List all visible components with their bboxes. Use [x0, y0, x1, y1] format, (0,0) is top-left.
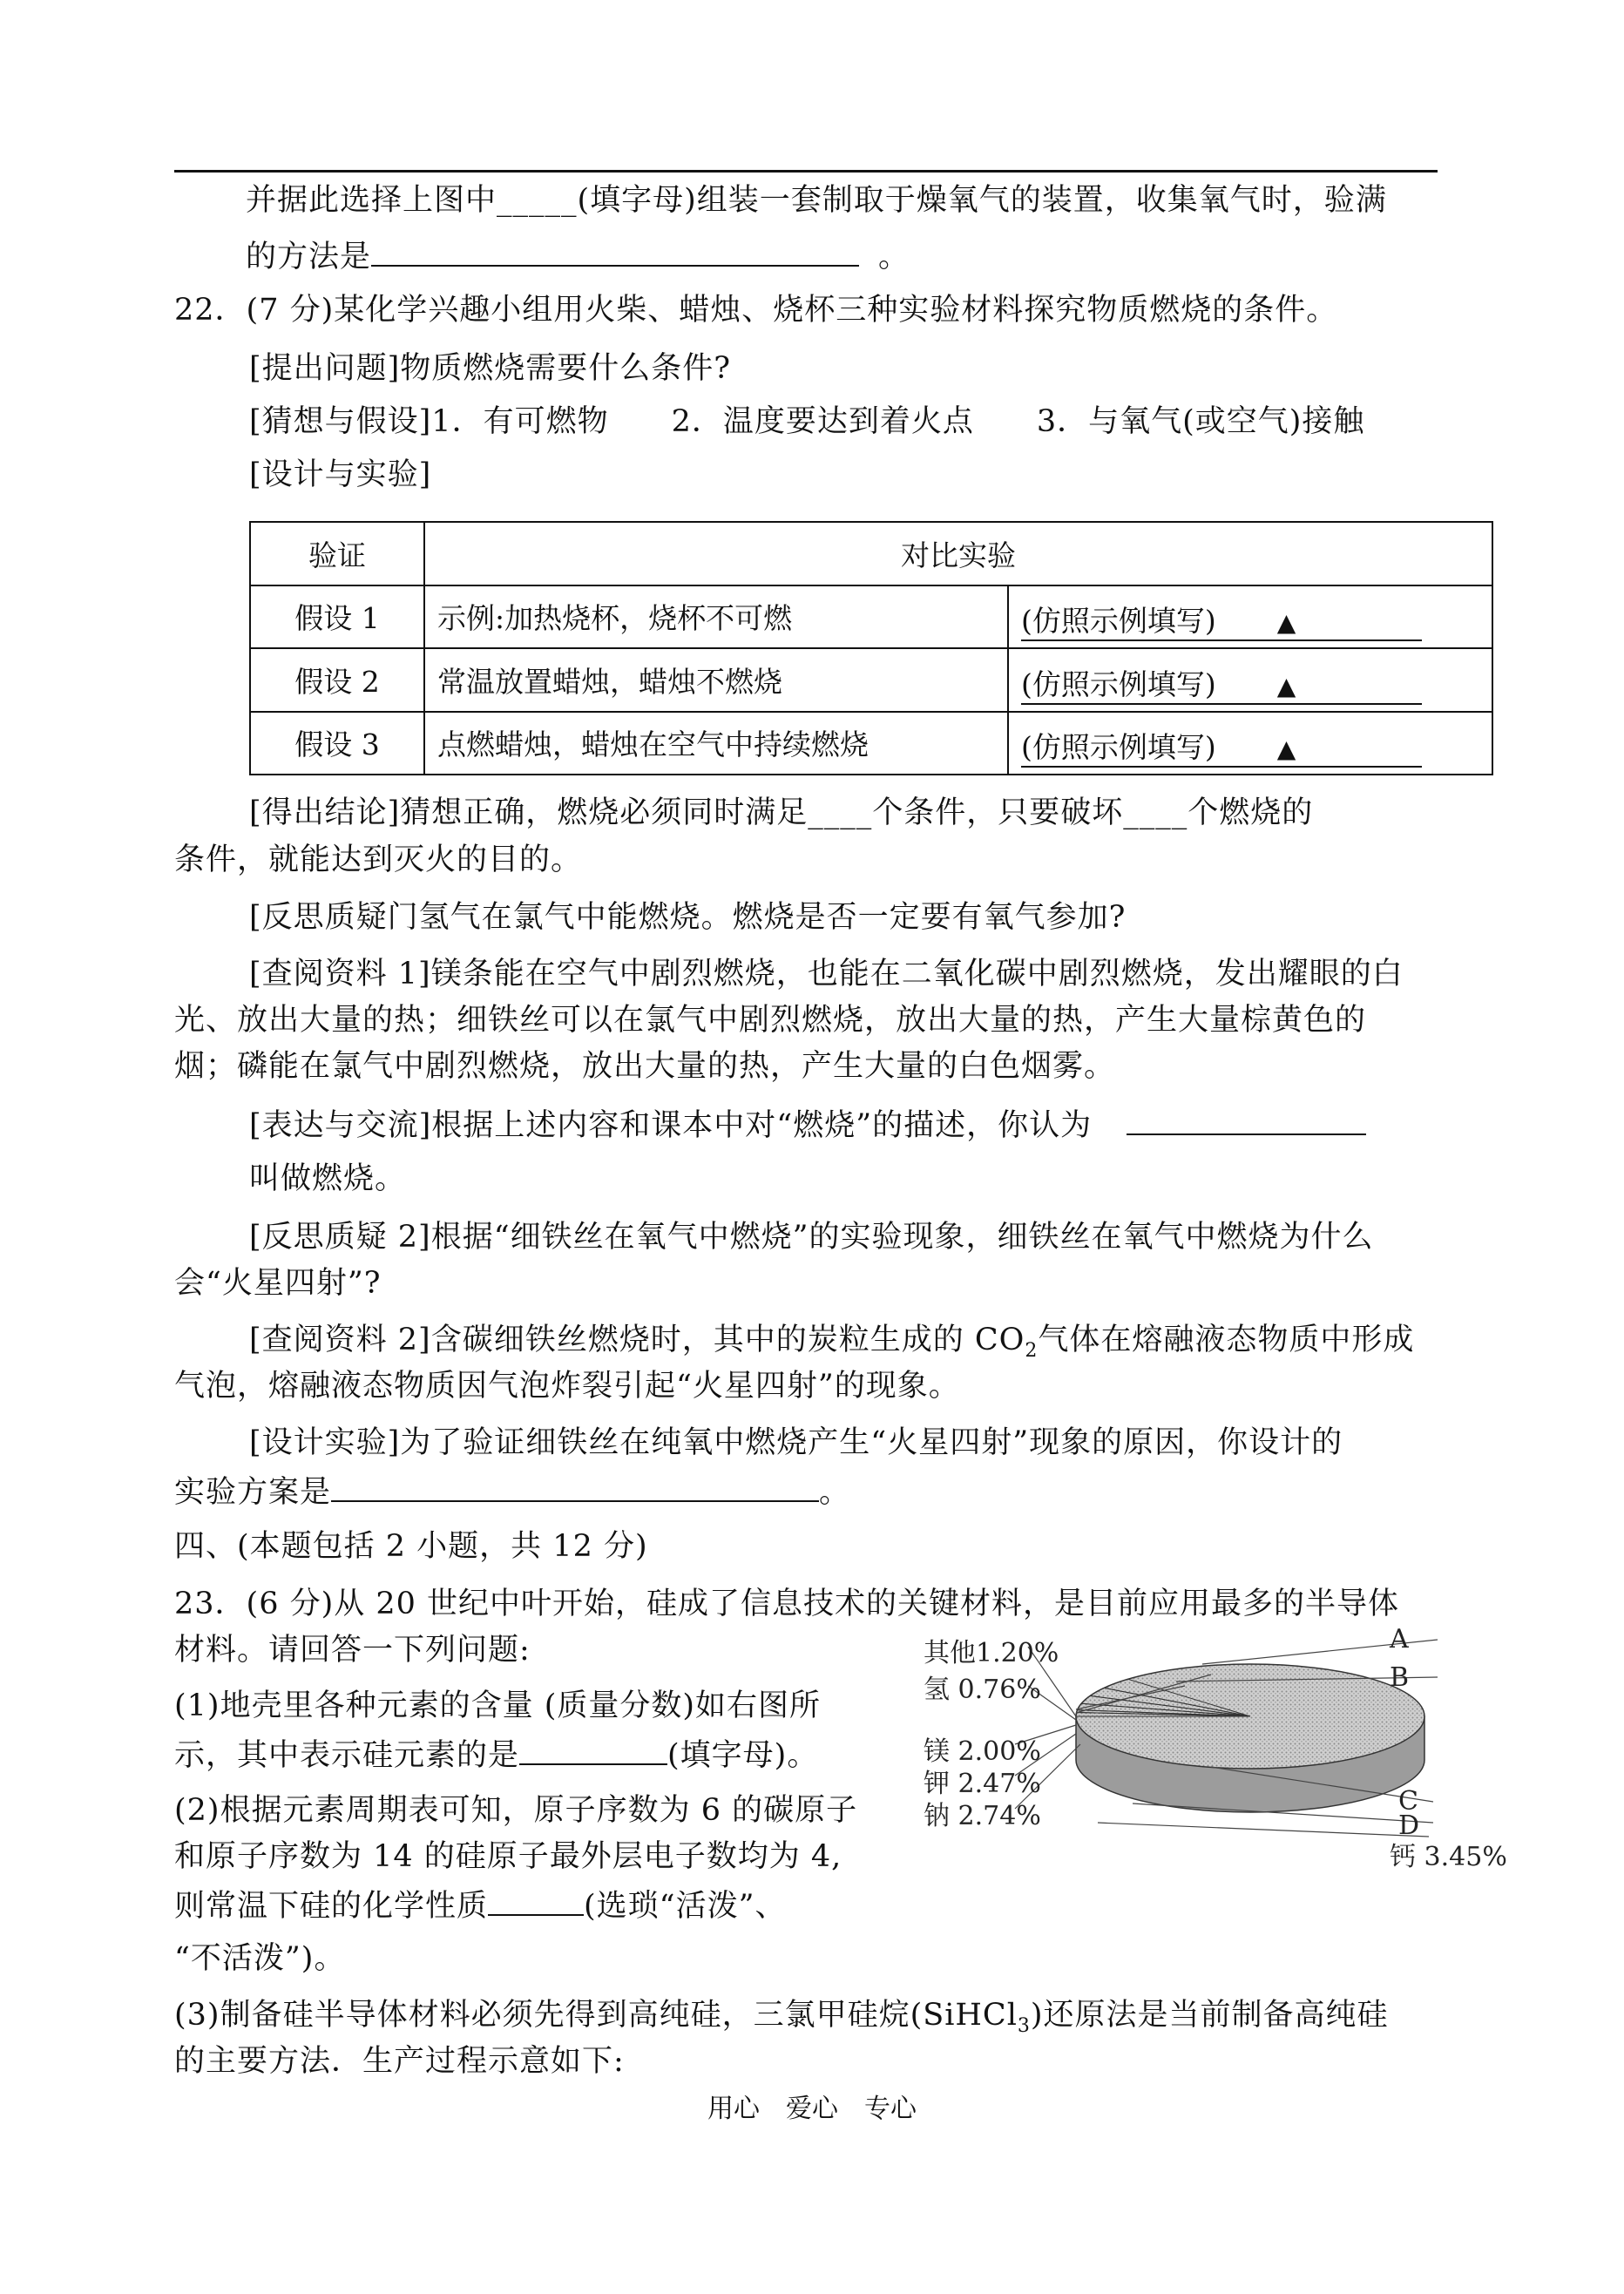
- table-row: [250, 648, 1492, 712]
- pie-label-potassium: 钾 2.47%: [924, 1769, 1041, 1799]
- fill-hint: (仿照示例填写): [1021, 667, 1216, 701]
- question-23-line-1: 23．(6 分)从 20 世纪中叶开始，硅成了信息技术的关键材料，是目前应用最多的半导体: [174, 1587, 1400, 1621]
- reflect-1: [反思质疑门氢气在氯气中能燃烧。燃烧是否一定要有氧气参加?: [249, 900, 1127, 935]
- reference-1-line-1: [查阅资料 1]镁条能在空气中剧烈燃烧，也能在二氧化碳中剧烈燃烧，发出耀眼的白: [249, 957, 1404, 991]
- subscript: 3: [1017, 2015, 1031, 2037]
- conclusion-line-1: [得出结论]猜想正确，燃烧必须同时满足____个条件，只要破坏____个燃烧的: [249, 795, 1314, 830]
- answer-blank[interactable]: [1127, 1102, 1366, 1135]
- text-span: 。: [878, 240, 910, 274]
- pie-label-c: C: [1398, 1786, 1418, 1817]
- part-2-line-3: [174, 1883, 786, 1926]
- text-span: 的方法是: [246, 240, 372, 274]
- part-2-line-4: “不活泼”)。: [174, 1941, 346, 1976]
- text-span: 。: [819, 1475, 851, 1510]
- guess-hypothesis: [猜想与假设]1．有可燃物 2．温度要达到着火点 3．与氧气(或空气)接触: [249, 404, 1365, 439]
- part-1-line-2: [174, 1732, 818, 1776]
- answer-blank[interactable]: [488, 1883, 584, 1916]
- fill-hint: (仿照示例填写): [1021, 604, 1216, 639]
- reflect-2-line-1: [反思质疑 2]根据“细铁丝在氧气中燃烧”的实验现象，细铁丝在氧气中燃烧为什么: [249, 1220, 1374, 1255]
- question-23-line-2: 材料。请回答一下列问题:: [174, 1633, 531, 1668]
- fill-cell[interactable]: [1008, 648, 1492, 712]
- part-2-line-1: (2)根据元素周期表可知，原子序数为 6 的碳原子: [174, 1793, 858, 1828]
- part-1-line-1: (1)地壳里各种元素的含量 (质量分数)如右图所: [174, 1688, 822, 1723]
- table-row: [250, 585, 1492, 649]
- table-header-row: [250, 522, 1492, 585]
- experiment-table: [249, 521, 1493, 775]
- text-span: (填字母)。: [667, 1738, 819, 1773]
- text-span: 实验方案是: [174, 1475, 332, 1510]
- reference-2-line-1: [249, 1320, 1414, 1371]
- pie-label-sodium: 钠 2.74%: [924, 1801, 1041, 1831]
- header-compare: 对比实验: [424, 522, 1492, 585]
- example-cell: 常温放置蜡烛，蜡烛不燃烧: [424, 648, 1008, 712]
- table-row: [250, 712, 1492, 775]
- pie-label-magnesium: 镁 2.00%: [924, 1736, 1041, 1767]
- text-span: [表达与交流]根据上述内容和课本中对“燃烧”的描述，你认为: [249, 1108, 1093, 1143]
- header-rule: [174, 170, 1438, 173]
- text-span: (选琐“活泼”、: [584, 1889, 787, 1924]
- example-cell: 点燃蜡烛，蜡烛在空气中持续燃烧: [424, 712, 1008, 775]
- express-line-2: 叫做燃烧。: [249, 1161, 407, 1196]
- pie-label-calcium: 钙 3.45%: [1390, 1842, 1507, 1872]
- triangle-icon: ▲: [1276, 671, 1296, 700]
- reference-2-line-2: 气泡，熔融液态物质因气泡炸裂引起“火星四射”的现象。: [174, 1369, 960, 1404]
- pie-label-a: A: [1390, 1624, 1409, 1655]
- pie-label-d: D: [1398, 1810, 1420, 1841]
- text-span: 示，其中表示硅元素的是: [174, 1738, 520, 1773]
- pie-label-b: B: [1390, 1662, 1410, 1693]
- example-cell: 示例:加热烧杯，烧杯不可燃: [424, 585, 1008, 649]
- question-22: 22．(7 分)某化学兴趣小组用火柴、蜡烛、烧杯三种实验材料探究物质燃烧的条件。: [174, 293, 1338, 328]
- text-span: (3)制备硅半导体材料必须先得到高纯硅，三氯甲硅烷(SiHCl: [174, 1998, 1018, 2033]
- hypothesis-cell: 假设 3: [250, 712, 424, 775]
- fill-hint: (仿照示例填写): [1021, 730, 1216, 765]
- answer-blank[interactable]: [371, 233, 859, 267]
- triangle-icon: ▲: [1276, 734, 1296, 764]
- reflect-2-line-2: 会“火星四射”?: [174, 1266, 382, 1301]
- subscript: 2: [1025, 1340, 1039, 1362]
- hypothesis-cell: 假设 2: [250, 648, 424, 712]
- part-3-line-2: 的主要方法．生产过程示意如下:: [174, 2044, 625, 2079]
- text-line-1: 并据此选择上图中_____(填字母)组装一套制取于燥氧气的装置，收集氧气时，验满: [246, 183, 1387, 218]
- triangle-icon: ▲: [1276, 608, 1296, 638]
- pie-label-hydrogen: 氢 0.76%: [924, 1675, 1041, 1705]
- reference-1-line-2: 光、放出大量的热；细铁丝可以在氯气中剧烈燃烧，放出大量的热，产生大量棕黄色的: [174, 1003, 1367, 1038]
- text-line-2: [246, 233, 910, 277]
- leader-line: [1098, 1823, 1429, 1837]
- text-span: 则常温下硅的化学性质: [174, 1889, 489, 1924]
- part-2-line-2: 和原子序数为 14 的硅原子最外层电子数均为 4,: [174, 1839, 842, 1874]
- page-footer: 用心 爱心 专心: [707, 2094, 917, 2124]
- design-2-line-2: [174, 1469, 850, 1512]
- text-span: )还原法是当前制备高纯硅: [1030, 1998, 1389, 2033]
- header-verify: 验证: [250, 522, 424, 585]
- design-experiment: [设计与实验]: [249, 457, 432, 492]
- part-3-line-1: [174, 1995, 1389, 2047]
- section-4-heading: 四、(本题包括 2 小题，共 12 分): [174, 1529, 648, 1564]
- express-line-1: [249, 1102, 1366, 1146]
- fill-cell[interactable]: [1008, 712, 1492, 775]
- design-2-line-1: [设计实验]为了验证细铁丝在纯氧中燃烧产生“火星四射”现象的原因，你设计的: [249, 1425, 1343, 1460]
- text-span: [查阅资料 2]含碳细铁丝燃烧时，其中的炭粒生成的 CO: [249, 1323, 1025, 1357]
- fill-cell[interactable]: [1008, 585, 1492, 649]
- answer-blank[interactable]: [331, 1469, 819, 1502]
- crust-element-pie-chart: [915, 1624, 1507, 1891]
- ask-question: [提出问题]物质燃烧需要什么条件?: [249, 351, 732, 386]
- text-span: 气体在熔融液态物质中形成: [1038, 1323, 1415, 1357]
- conclusion-line-2: 条件，就能达到灭火的目的。: [174, 842, 583, 877]
- pie-label-other: 其他1.20%: [924, 1638, 1059, 1668]
- reference-1-line-3: 烟；磷能在氯气中剧烈燃烧，放出大量的热，产生大量的白色烟雾。: [174, 1049, 1116, 1084]
- hypothesis-cell: 假设 1: [250, 585, 424, 649]
- answer-blank[interactable]: [519, 1732, 667, 1765]
